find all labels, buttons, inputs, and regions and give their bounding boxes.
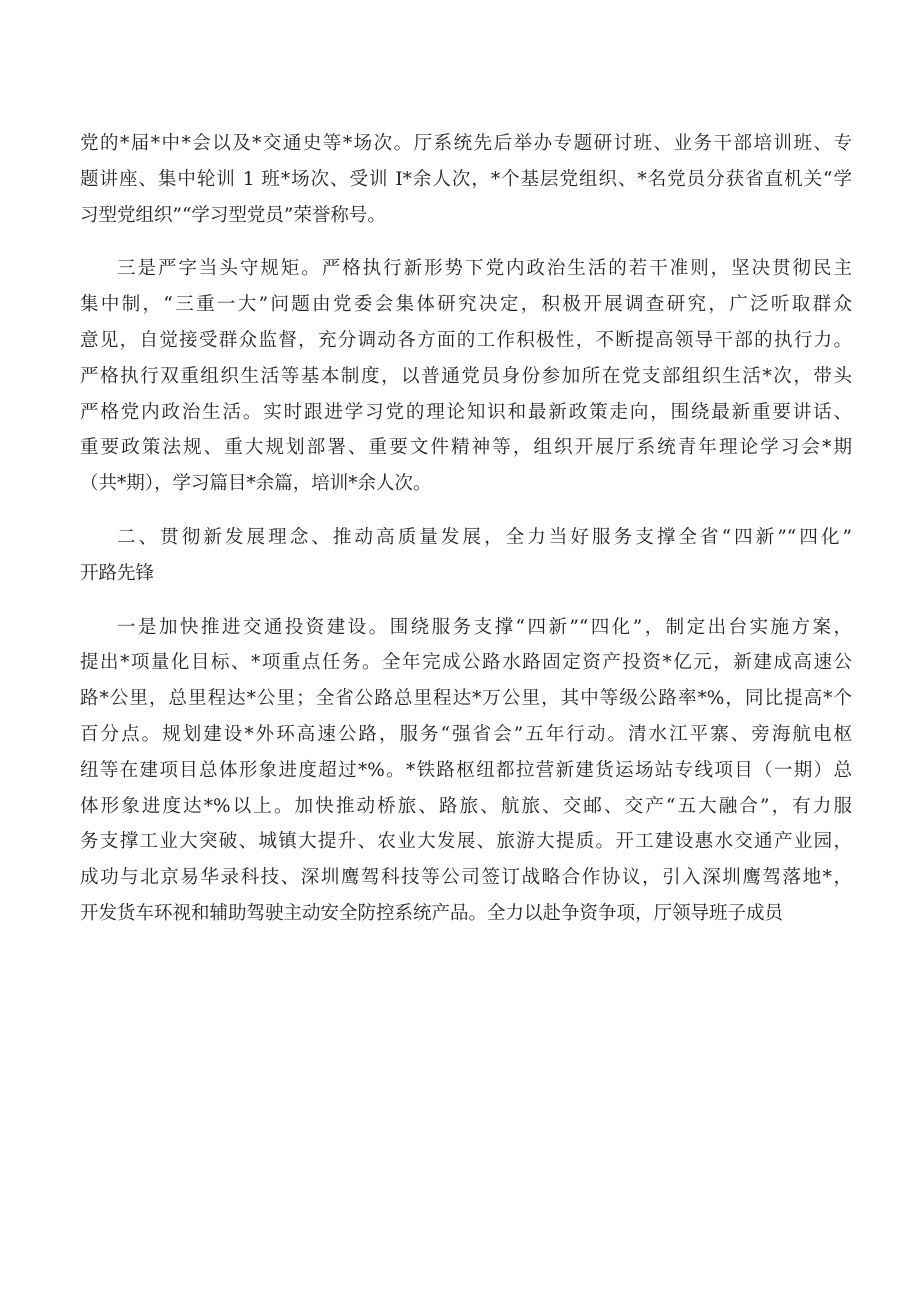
- text-line: 党的*届*中*会以及*交通史等*场次。厅系统先后举办专题研讨班、业务干部培训班、专: [80, 133, 852, 154]
- section-heading-2: [80, 520, 852, 592]
- text-line: 集中制，“三重一大”问题由党委会集体研究决定，积极开展调查研究，广泛听取群众: [80, 294, 852, 316]
- text-line: 严格执行双重组织生活等基本制度，以普通党员身份参加所在党支部组织生活*次，带头: [80, 365, 852, 387]
- text-line: 二、贯彻新发展理念、推动高质量发展，全力当好服务支撑全省“四新”“四化”: [117, 526, 852, 548]
- text-line: 开路先锋: [80, 562, 155, 584]
- text-line: 习型党组织”“学习型党员”荣誉称号。: [80, 204, 386, 226]
- text-line: 严格党内政治生活。实时跟进学习党的理论知识和最新政策走向，围绕最新重要讲话、: [80, 401, 852, 423]
- text-line: 重要政策法规、重大规划部署、重要文件精神等，组织开展厅系统青年理论学习会*期: [80, 437, 852, 459]
- paragraph-study-activities: [80, 126, 852, 233]
- paragraph-strict-rules: [80, 251, 852, 502]
- text-line: 意见，自觉接受群众监督，充分调动各方面的工作积极性，不断提高领导干部的执行力。: [80, 329, 852, 351]
- text-line: （共*期），学习篇目*余篇，培训*余人次。: [80, 473, 432, 495]
- text-line: 纽等在建项目总体形象进度超过*%。*铁路枢纽都拉营新建货运场站专线项目（一期）总: [80, 759, 852, 781]
- text-line: 体形象进度达*%以上。加快推动桥旅、路旅、航旅、交邮、交产“五大融合”，有力服: [80, 795, 852, 817]
- document-body: [80, 126, 852, 950]
- text-line: 百分点。规划建设*外环高速公路，服务“强省会”五年行动。清水江平寨、旁海航电枢: [80, 723, 852, 745]
- paragraph-transport-investment: [80, 610, 852, 932]
- text-line: 开发货车环视和辅助驾驶主动安全防控系统产品。全力以赴争资争项，厅领导班子成员: [80, 902, 784, 924]
- text-line: 提出*项量化目标、*项重点任务。全年完成公路水路固定资产投资*亿元，新建成高速公: [80, 652, 852, 674]
- text-line: 路*公里，总里程达*公里；全省公路总里程达*万公里，其中等级公路率*%，同比提高*个: [80, 688, 852, 710]
- text-line: 成功与北京易华录科技、深圳鹰驾科技等公司签订战略合作协议，引入深圳鹰驾落地*，: [80, 867, 852, 889]
- text-line: 三是严字当头守规矩。严格执行新形势下党内政治生活的若干准则，坚决贯彻民主: [117, 258, 852, 280]
- text-line: 一是加快推进交通投资建设。围绕服务支撑“四新”“四化”，制定出台实施方案，: [117, 616, 852, 638]
- text-line: 务支撑工业大突破、城镇大提升、农业大发展、旅游大提质。开工建设惠水交通产业园，: [80, 831, 852, 853]
- text-line: 题讲座、集中轮训 1 班*场次、受训 I*余人次，*个基层党组织、*名党员分获省直机关“学: [80, 168, 852, 190]
